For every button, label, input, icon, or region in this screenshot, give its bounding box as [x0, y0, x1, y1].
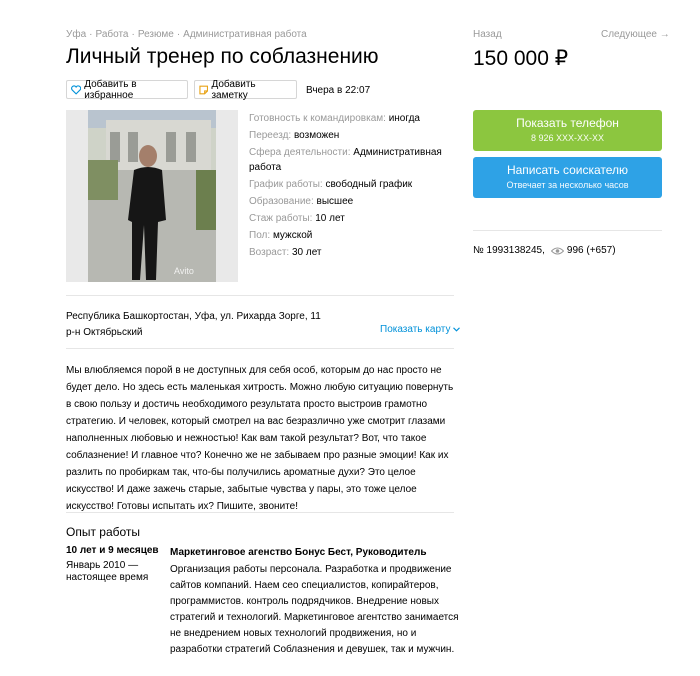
divider [66, 348, 454, 349]
address-block [66, 309, 321, 341]
breadcrumb-item-city[interactable]: Уфа [66, 29, 87, 40]
experience-title: Опыт работы [66, 525, 141, 539]
add-to-favorites-button[interactable] [66, 80, 188, 99]
response-time: Отвечает за несколько часов [506, 180, 629, 190]
ad-stats [473, 245, 616, 256]
heart-icon [71, 85, 81, 95]
param-education: Образование: высшее [249, 196, 354, 207]
prev-link[interactable]: Назад [473, 29, 502, 40]
breadcrumb-item-category[interactable]: Административная работа [183, 29, 307, 40]
next-link[interactable]: Следующее → [601, 29, 670, 40]
phone-number: 8 926 XXX-XX-XX [530, 133, 605, 143]
experience-body [170, 545, 460, 658]
param-field: Сфера деятельности: Административная работа [249, 147, 442, 173]
show-phone-label: Показать телефон [516, 116, 619, 130]
price: 150 000 ₽ [473, 47, 569, 70]
experience-text: Организация работы персонала. Разработка и продвижение сайтов компаний. Наем сео специалистов, копирайтеров, программистов. контроль подрядчиков. Внедрение новых стратегий и технологий. Маркетинговое агентство занимается не внедрением новых технологий продвижения, но и разработки стратегий Соблазнения и девушек, так и мужчин. [170, 564, 459, 655]
show-map-link[interactable]: Показать карту [380, 324, 460, 335]
breadcrumb-item-resume[interactable]: Резюме [137, 29, 174, 40]
address-line: Республика Башкортостан, Уфа, ул. Рихарда Зорге, 11 [66, 311, 321, 322]
param-experience: Стаж работы: 10 лет [249, 213, 345, 224]
resume-photo[interactable] [66, 110, 238, 282]
chevron-down-icon [453, 327, 460, 332]
divider [66, 295, 454, 296]
description: Мы влюбляемся порой в не доступных для себя особ, которым до нас просто не будет дело. Но здесь есть маленькая хитрость. Можно любую ситуацию повернуть в свою пользу и достичь необходимого результата просто выстроив грамотно стратегию. И человек, который смотрел на вас безразлично уже смотрит глазами наполненных любовью и нежностью! Как вам такой результат? Вот, что такое соблазнение! И главное что? Конечно же не забываем про разные эмоции! Как их разлить по пробиркам так, что-бы получились ароматные духи? Это целое искусство! И даже зажечь старые, забытые чувства у пары, это тоже целое искусство! Готовы испытать их? Пишите, звоните! [66, 365, 454, 512]
add-note-button[interactable] [194, 80, 297, 99]
breadcrumb-item-work[interactable]: Работа [95, 29, 129, 40]
favorite-label: Добавить в избранное [84, 78, 137, 101]
published-date: Вчера в 22:07 [306, 85, 371, 96]
param-age: Возраст: 30 лет [249, 247, 322, 258]
param-gender: Пол: мужской [249, 230, 313, 241]
note-label: Добавить заметку [211, 78, 256, 101]
experience-period [66, 545, 162, 584]
param-schedule: График работы: свободный график [249, 179, 413, 190]
ad-id: № 1993138245, [473, 245, 545, 256]
resume-params [249, 111, 459, 262]
divider [473, 230, 662, 231]
eye-icon [551, 247, 564, 255]
photo-image [66, 110, 238, 282]
param-relocation: Переезд: возможен [249, 130, 340, 141]
show-phone-button[interactable] [473, 110, 662, 151]
breadcrumb: Уфа · Работа · Резюме · Административная работа [66, 29, 307, 40]
param-business-trips: Готовность к командировкам: иногда [249, 113, 420, 124]
view-count: 996 (+657) [566, 245, 616, 256]
experience-dates: Январь 2010 — настоящее время [66, 560, 149, 583]
page-title: Личный тренер по соблазнению [66, 45, 379, 68]
experience-organization: Маркетинговое агенство Бонус Бест, Руководитель [170, 547, 427, 558]
write-message-label: Написать соискателю [506, 163, 629, 177]
write-message-button[interactable] [473, 157, 662, 198]
experience-duration: 10 лет и 9 месяцев [66, 545, 159, 556]
note-icon [199, 85, 208, 95]
divider [66, 512, 454, 513]
photo-watermark: Avito [174, 266, 194, 276]
district: р-н Октябрьский [66, 327, 143, 338]
